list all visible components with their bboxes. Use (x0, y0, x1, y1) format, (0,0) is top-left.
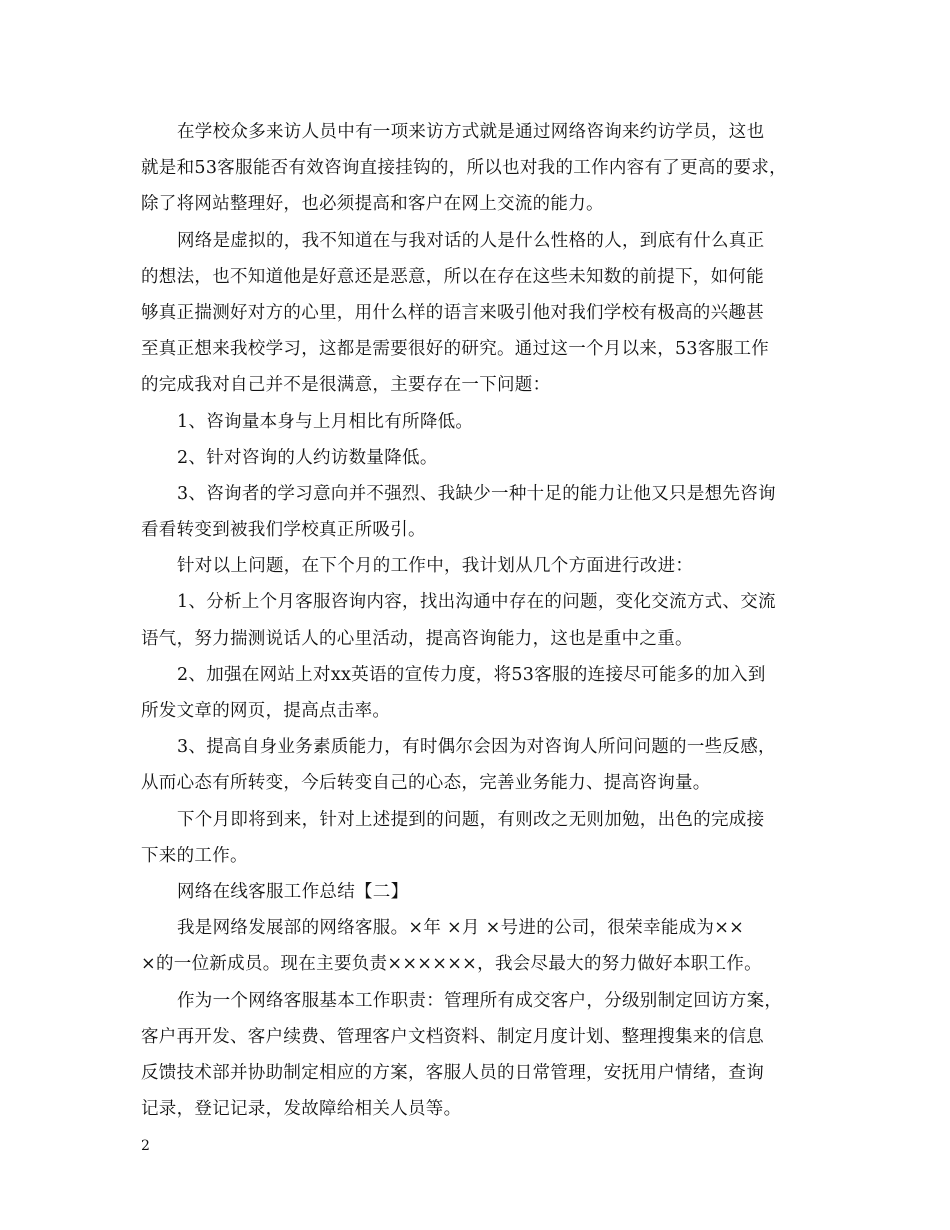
text-line: 就是和53客服能否有效咨询直接挂钩的，所以也对我的工作内容有了更高的要求， (141, 158, 787, 179)
text-line: 网络在线客服工作总结【二】 (177, 881, 409, 902)
text-line: 看看转变到被我们学校真正所吸引。 (141, 520, 426, 541)
text-line: 网络是虚拟的，我不知道在与我对话的人是什么性格的人，到底有什么真正 (177, 230, 765, 251)
text-line: 记录，登记记录，发故障给相关人员等。 (141, 1099, 462, 1120)
text-line: 1、咨询量本身与上月相比有所降低。 (177, 411, 474, 432)
text-line: 2、加强在网站上对xx英语的宣传力度，将53客服的连接尽可能多的加入到 (177, 664, 766, 685)
text-line: 作为一个网络客服基本工作职责：管理所有成交客户，分级别制定回访方案， (177, 990, 783, 1011)
text-line: 我是网络发展部的网络客服。×年 ×月 ×号进的公司，很荣幸能成为×× (177, 918, 745, 939)
text-line: 针对以上问题，在下个月的工作中，我计划从几个方面进行改进： (177, 556, 694, 577)
text-line: 够真正揣测好对方的心里，用什么样的语言来吸引他对我们学校有极高的兴趣甚 (141, 302, 764, 323)
text-line: 的完成我对自己并不是很满意，主要存在一下问题： (141, 375, 551, 396)
text-line: 3、提高自身业务素质能力，有时偶尔会因为对咨询人所问问题的一些反感， (177, 737, 776, 758)
text-line: ×的一位新成员。现在主要负责××××××，我会尽最大的努力做好本职工作。 (141, 954, 762, 975)
text-line: 至真正想来我校学习，这都是需要很好的研究。通过这一个月以来，53客服工作 (141, 339, 770, 360)
text-line: 反馈技术部并协助制定相应的方案，客服人员的日常管理，安抚用户情绪，查询 (141, 1062, 764, 1083)
text-line: 客户再开发、客户续费、管理客户文档资料、制定月度计划、整理搜集来的信息 (141, 1026, 764, 1047)
page-number: 2 (141, 1138, 150, 1154)
text-line: 1、分析上个月客服咨询内容，找出沟通中存在的问题，变化交流方式、交流 (177, 592, 776, 613)
text-line: 从而心态有所转变，今后转变自己的心态，完善业务能力、提高咨询量。 (141, 773, 711, 794)
text-line: 的想法，也不知道他是好意还是恶意，所以在存在这些未知数的前提下，如何能 (141, 266, 764, 287)
text-line: 所发文章的网页，提高点击率。 (141, 701, 391, 721)
text-line: 下来的工作。 (141, 845, 248, 866)
body-text (141, 114, 821, 1127)
text-line: 除了将网站整理好，也必须提高和客户在网上交流的能力。 (141, 194, 604, 215)
text-line: 2、针对咨询的人约访数量降低。 (177, 447, 438, 468)
text-line: 在学校众多来访人员中有一项来访方式就是通过网络咨询来约访学员，这也 (177, 122, 765, 142)
text-line: 下个月即将到来，针对上述提到的问题，有则改之无则加勉，出色的完成接 (177, 809, 765, 830)
text-line: 语气，努力揣测说话人的心里活动，提高咨询能力，这也是重中之重。 (141, 628, 693, 649)
text-line: 3、咨询者的学习意向并不强烈、我缺少一种十足的能力让他又只是想先咨询 (177, 483, 776, 504)
